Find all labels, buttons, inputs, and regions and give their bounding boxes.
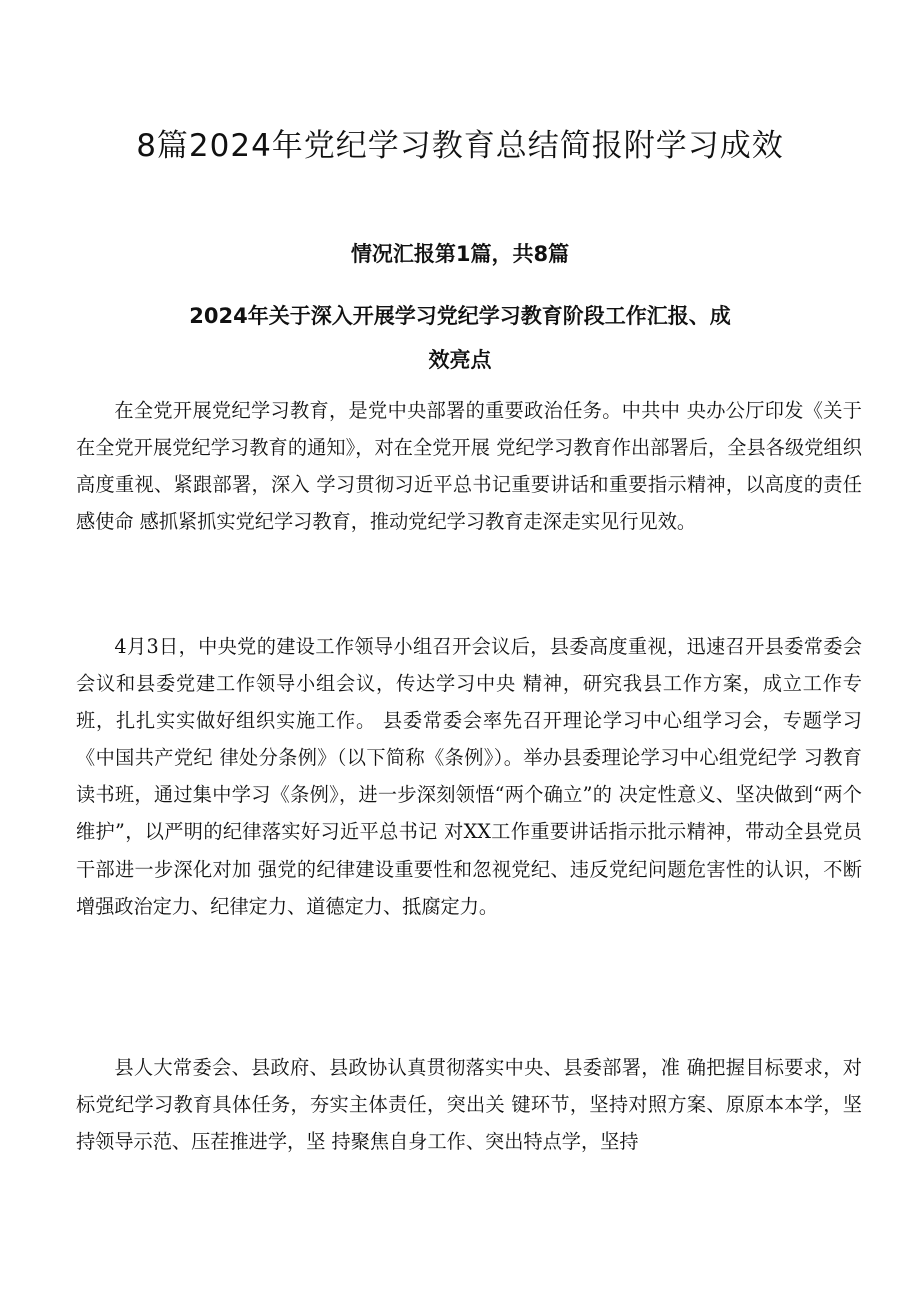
body-paragraph-1: 在全党开展党纪学习教育，是党中央部署的重要政治任务。中共中 央办公厅印发《关于在全党开展党纪学习教育的通知》，对在全党开展 党纪学习教育作出部署后，全县各级党组织高度重视、紧跟部署，深入 学习贯彻习近平总书记重要讲话和重要指示精神，以高度的责任感使命 感抓紧抓实党纪学习教育，推动党纪学习教育走深走实见行见效。 — [76, 399, 862, 534]
section-heading — [0, 294, 920, 382]
document-title: 8篇2024年党纪学习教育总结简报附学习成效 — [136, 128, 784, 164]
section-heading-line-2: 效亮点 — [428, 348, 492, 372]
section-label: 情况汇报第1篇，共8篇 — [350, 242, 570, 266]
section-heading-line-1: 2024年关于深入开展学习党纪学习教育阶段工作汇报、成 — [189, 304, 731, 328]
body-paragraph-2: 4月3日，中央党的建设工作领导小组召开会议后，县委高度重视，迅速召开县委常委会会议和县委党建工作领导小组会议，传达学习中央 精神，研究我县工作方案，成立工作专班，扎扎实实做好组织实施工作。 县委常委会率先召开理论学习中心组学习会，专题学习《中国共产党纪 律处分条例》（以下简称《条例》）。举办县委理论学习中心组党纪学 习教育读书班，通过集中学习《条例》，进一步深刻领悟“两个确立”的 决定性意义、坚决做到“两个维护”，以严明的纪律落实好习近平总书记 对XX工作重要讲话指示批示精神，带动全县党员干部进一步深化对加 强党的纪律建设重要性和忽视党纪、违反党纪问题危害性的认识，不断 增强政治定力、纪律定力、道德定力、抵腐定力。 — [76, 635, 862, 918]
body-paragraph-3: 县人大常委会、县政府、县政协认真贯彻落实中央、县委部署，准 确把握目标要求，对标党纪学习教育具体任务，夯实主体责任，突出关 键环节，坚持对照方案、原原本本学，坚持领导示范、压茬推进学，坚 持聚焦自身工作、突出特点学，坚持 — [76, 1056, 862, 1154]
